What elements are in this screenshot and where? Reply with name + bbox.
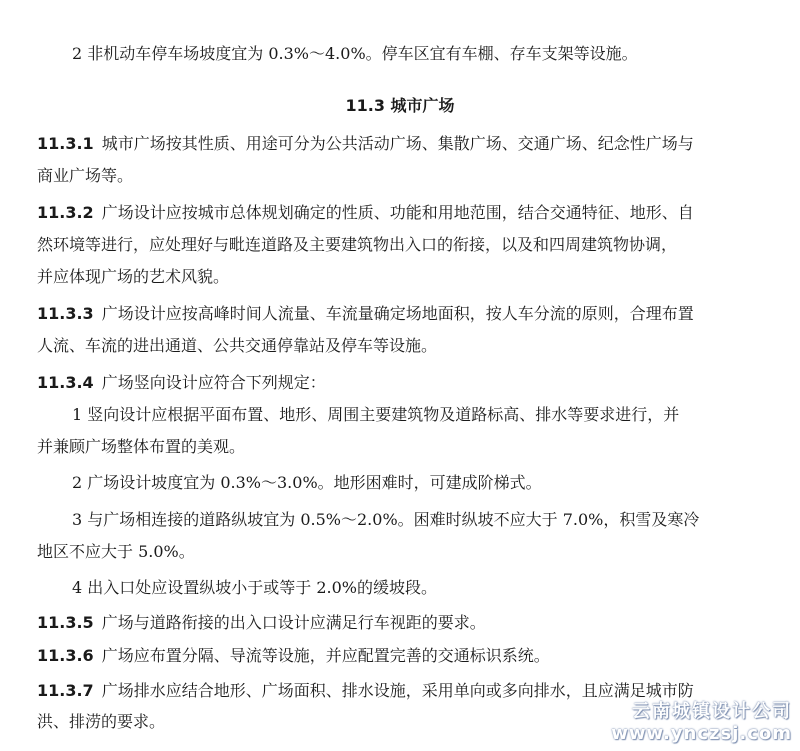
clause-11-3-3-line-2: 人流、车流的进出通道、公共交通停靠站及停车等设施。 <box>37 336 438 355</box>
clause-number: 11.3.6 <box>37 646 94 665</box>
clause-11-3-2-line-3: 并应体现广场的艺术风貌。 <box>37 267 230 286</box>
watermark-company-name: 云南城镇设计公司 <box>632 701 792 722</box>
item-4: 4 出入口处应设置纵坡小于或等于 2.0%的缓坡段。 <box>72 578 438 597</box>
item-3-line-1: 3 与广场相连接的道路纵坡宜为 0.5%～2.0%。困难时纵坡不应大于 7.0%，积雪及寒冷 <box>72 510 700 529</box>
clause-number: 11.3.7 <box>37 681 94 700</box>
watermark-url: www.ynczsj.com <box>611 723 792 744</box>
clause-11-3-6 <box>0 646 800 666</box>
clause-11-3-2-line-2: 然环境等进行，应处理好与毗连道路及主要建筑物出入口的衔接，以及和四周建筑物协调， <box>37 235 678 254</box>
clause-number: 11.3.1 <box>37 134 94 153</box>
clause-number: 11.3.4 <box>37 373 94 392</box>
clause-11-3-7-line-1 <box>0 681 800 701</box>
clause-text: 广场竖向设计应符合下列规定： <box>101 373 326 392</box>
item-3-line-2: 地区不应大于 5.0%。 <box>37 542 195 561</box>
clause-number: 11.3.2 <box>37 203 94 222</box>
clause-11-3-2-line-1 <box>0 203 800 223</box>
company-watermark <box>611 701 792 745</box>
item-2: 2 广场设计坡度宜为 0.3%～3.0%。地形困难时，可建成阶梯式。 <box>72 473 542 492</box>
clause-number: 11.3.3 <box>37 304 94 323</box>
clause-text: 广场与道路衔接的出入口设计应满足行车视距的要求。 <box>101 613 486 632</box>
clause-11-3-7-line-2: 洪、排涝的要求。 <box>37 712 166 731</box>
clause-text: 城市广场按其性质、用途可分为公共活动广场、集散广场、交通广场、纪念性广场与 <box>101 134 694 153</box>
clause-11-3-4-line-1 <box>0 373 800 393</box>
item-1-line-2: 并兼顾广场整体布置的美观。 <box>37 437 246 456</box>
clause-text: 广场应布置分隔、导流等设施，并应配置完善的交通标识系统。 <box>101 646 550 665</box>
clause-11-3-5 <box>0 613 800 633</box>
clause-11-3-1-line-2: 商业广场等。 <box>37 166 134 185</box>
clause-text: 广场排水应结合地形、广场面积、排水设施，采用单向或多向排水，且应满足城市防 <box>101 681 694 700</box>
clause-11-3-1-line-1 <box>0 134 800 154</box>
paragraph-parking-slope: 2 非机动车停车场坡度宜为 0.3%～4.0%。停车区宜有车棚、存车支架等设施。 <box>72 44 638 63</box>
clause-number: 11.3.5 <box>37 613 94 632</box>
clause-11-3-3-line-1 <box>0 304 800 324</box>
clause-text: 广场设计应按城市总体规划确定的性质、功能和用地范围，结合交通特征、地形、自 <box>101 203 694 222</box>
item-1-line-1: 1 竖向设计应根据平面布置、地形、周围主要建筑物及道路标高、排水等要求进行，并 <box>72 405 680 424</box>
section-heading-city-square: 11.3 城市广场 <box>345 96 455 115</box>
clause-text: 广场设计应按高峰时间人流量、车流量确定场地面积，按人车分流的原则，合理布置 <box>101 304 694 323</box>
